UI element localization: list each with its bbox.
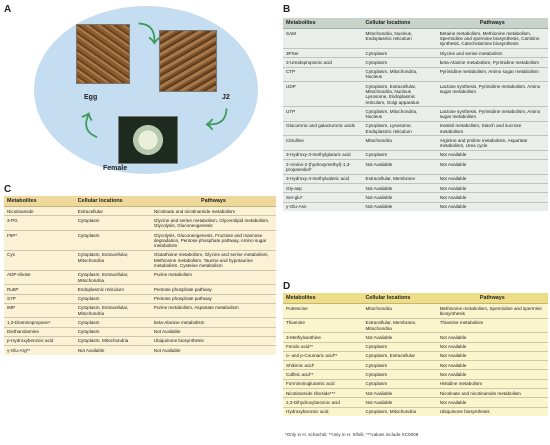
location-cell: Cytoplasm, Lysosome, Endoplasmic reticulum (363, 121, 437, 136)
header-locations: Cellular locations (363, 18, 437, 29)
female-label: Female (103, 165, 128, 172)
metabolite-cell: Hydroxybenzoic acid (283, 407, 363, 416)
location-cell: Cytoplasm (75, 318, 151, 327)
table-row (4, 231, 276, 251)
pathway-cell: Methionine metabolism, Spermidine and spermine biosynthesis (437, 304, 548, 319)
table-row (4, 207, 276, 216)
female-image (118, 116, 178, 164)
table-row (283, 121, 548, 136)
table-row (283, 351, 548, 360)
pathway-cell: Not Available (437, 184, 548, 193)
location-cell: Not Available (363, 389, 437, 398)
header-pathways: Pathways (151, 196, 276, 207)
table-row (283, 107, 548, 122)
metabolite-cell: 1,3-Diaminopropane* (4, 318, 75, 327)
metabolite-cell: CTP (283, 67, 363, 82)
table-row (283, 67, 548, 82)
metabolite-cell: Nicotinamide riboside*** (283, 389, 363, 398)
pathway-cell: Glycine and serine metabolism, Glycerolipid metabolism, Glycolysis, Gluconeogenesis (151, 216, 276, 231)
location-cell: Extracellular, Membrane (363, 174, 437, 183)
location-cell: Cytoplasm (75, 294, 151, 303)
pathway-cell: Not Available (437, 174, 548, 183)
location-cell: Cytoplasm (75, 216, 151, 231)
metabolite-cell: o- and p-Coumaric acid** (283, 351, 363, 360)
pathway-cell: Histidine metabolism (437, 379, 548, 388)
pathway-cell: Lactose synthesis, Pyrimidine metabolism, Amino sugar metabolism (437, 82, 548, 107)
table-row (4, 346, 276, 355)
location-cell: Not Available (363, 184, 437, 193)
lifecycle-panel (0, 0, 280, 180)
pathway-cell: Not Available (437, 342, 548, 351)
location-cell: Extracellular, Membrane, Mitochondria (363, 318, 437, 333)
table-row (283, 379, 548, 388)
table-row (283, 58, 548, 67)
pathway-cell: Glutathione metabolism, Glycine and serine metabolism, Methionine metabolism, Taurine and hypotaurine metabolism, Cysteine metabolism (151, 250, 276, 270)
location-cell: Cytoplasm (363, 150, 437, 159)
header-metabolites: Metabolites (283, 18, 363, 29)
metabolite-cell: Diethanolamine (4, 327, 75, 336)
pathway-cell: Nicotinate and nicotinamide metabolism (437, 389, 548, 398)
metabolite-cell: Formiminoglutamic acid (283, 379, 363, 388)
table-row (4, 318, 276, 327)
metabolite-cell: SAM (283, 29, 363, 49)
header-locations: Cellular locations (75, 196, 151, 207)
metabolite-cell: p-Hydroxybenzoic acid (4, 336, 75, 345)
header-metabolites: Metabolites (283, 293, 363, 304)
location-cell: Extracellular (75, 207, 151, 216)
metabolite-cell: UDP (283, 82, 363, 107)
panel-label-d: D (283, 281, 291, 292)
metabolite-cell: IMP (4, 303, 75, 318)
location-cell: Cytoplasm (363, 49, 437, 58)
metabolite-cell: 2,3-Dihydroxybenzoic acid (283, 398, 363, 407)
table-row (283, 29, 548, 49)
egg-image (76, 24, 130, 84)
pathway-cell: Nicotinate and nicotinamide metabolism (151, 207, 276, 216)
location-cell: Endoplasmic reticulum (75, 285, 151, 294)
pathway-cell: Thiamine metabolism (437, 318, 548, 333)
pathway-cell: Glycolysis, Gluconeogenesis, Fructose and mannose degradation, Pentose phosphate pathway, Amino sugar metabolism (151, 231, 276, 251)
table-row (283, 333, 548, 342)
table-row (4, 294, 276, 303)
location-cell: Cytoplasm, Extracellular, Mitochondria, Nucleus Lysosome, Endoplasmic reticulum, Golgi apparatus (363, 82, 437, 107)
footnote: *Only in H. schachtii; **only in H. trifolii; ***values include XC0009 (285, 432, 419, 437)
table-row (283, 361, 548, 370)
metabolite-cell: 3-Hydroxy-3-methylglutaric acid (283, 150, 363, 159)
pathway-cell: Not Available (437, 193, 548, 202)
metabolite-cell: Ru5P (4, 285, 75, 294)
table-d (283, 293, 548, 416)
metabolite-cell: S7P (4, 294, 75, 303)
table-row (283, 174, 548, 183)
metabolite-cell: Ferulic acid** (283, 342, 363, 351)
pathway-cell: Ubiquinone biosynthesis (437, 407, 548, 416)
pathway-cell: Lactose synthesis, Pyrimidine metabolism, Amino sugar metabolism (437, 107, 548, 122)
location-cell: Cytoplasm (363, 370, 437, 379)
location-cell: Cytoplasm, Extracellular (363, 351, 437, 360)
pathway-cell: Betaine metabolism, Methionine metabolism, Spermidine and spermine biosynthesis, Carnitine synthesis, Catecholamine biosynthesis (437, 29, 548, 49)
table-row (283, 342, 548, 351)
table-row (283, 202, 548, 211)
panel-label-a: A (4, 4, 12, 15)
metabolite-cell: γ-Glu-Arg** (4, 346, 75, 355)
metabolite-cell: 3-Hydroxy-4-methylvaleric acid (283, 174, 363, 183)
pathway-cell: Purine metabolism (151, 270, 276, 285)
metabolite-cell: F6P* (4, 231, 75, 251)
pathway-cell: Not Available (437, 160, 548, 175)
table-row (283, 193, 548, 202)
pathway-cell: Not Available (437, 150, 548, 159)
metabolite-cell: 3PSer (283, 49, 363, 58)
table-row (283, 398, 548, 407)
pathway-cell: Glycine and serine metabolism (437, 49, 548, 58)
location-cell: Cytoplasm, Mitochondria (363, 407, 437, 416)
table-row (283, 82, 548, 107)
location-cell: Cytoplasm, Extracellular, Mitochondria (75, 250, 151, 270)
panel-label-b: B (283, 4, 291, 15)
location-cell: Cytoplasm (75, 231, 151, 251)
table-row (283, 389, 548, 398)
table-row (4, 327, 276, 336)
metabolite-cell: Cys (4, 250, 75, 270)
location-cell: Cytoplasm, Mitochondria, Nucleus (363, 107, 437, 122)
pathway-cell: Pentose phosphate pathway (151, 294, 276, 303)
table-row (283, 160, 548, 175)
pathway-cell: beta-Alanine metabolism (151, 318, 276, 327)
metabolite-cell: 3-Ureidopropionic acid (283, 58, 363, 67)
location-cell: Mitochondria (363, 304, 437, 319)
metabolite-cell: Gly-asp (283, 184, 363, 193)
pathway-cell: Inositol metabolism, Starch and sucrose metabolism (437, 121, 548, 136)
pathway-cell: Not Available (437, 398, 548, 407)
metabolite-cell: UTP (283, 107, 363, 122)
location-cell: Cytoplasm (363, 379, 437, 388)
arrow-down-icon: ⤵ (203, 107, 229, 131)
pathway-cell: Not Available (437, 333, 548, 342)
location-cell: Cytoplasm, Extracellular, Mitochondria (75, 303, 151, 318)
j2-label: J2 (222, 94, 230, 101)
table-row (283, 318, 548, 333)
pathway-cell: Ubiquinone biosynthesis (151, 336, 276, 345)
header-pathways: Pathways (437, 293, 548, 304)
pathway-cell: Pyrimidine metabolism, Amino sugar metabolism (437, 67, 548, 82)
metabolite-cell: γ-Glu-Asn (283, 202, 363, 211)
location-cell: Not Available (363, 333, 437, 342)
pathway-cell: Not Available (437, 361, 548, 370)
location-cell: Cytoplasm (363, 361, 437, 370)
table-row (4, 250, 276, 270)
metabolite-cell: Thiamine (283, 318, 363, 333)
location-cell: Not Available (363, 193, 437, 202)
location-cell: Not Available (363, 398, 437, 407)
panel-label-c: C (4, 184, 12, 195)
pathway-cell: beta-Alanine metabolism, Pyrimidine metabolism (437, 58, 548, 67)
header-pathways: Pathways (437, 18, 548, 29)
metabolite-cell: Putrescine (283, 304, 363, 319)
location-cell: Cytoplasm (363, 58, 437, 67)
table-row (4, 216, 276, 231)
pathway-cell: Purine metabolism, Aspartate metabolism (151, 303, 276, 318)
table-row (283, 136, 548, 151)
table-row (4, 303, 276, 318)
header-locations: Cellular locations (363, 293, 437, 304)
pathway-cell: Not Available (437, 202, 548, 211)
metabolite-cell: Citrulline (283, 136, 363, 151)
location-cell: Mitochondria, Nucleus, Endoplasmic reticulum (363, 29, 437, 49)
table-c (4, 196, 276, 355)
pathway-cell: Not Available (437, 351, 548, 360)
location-cell: Not Available (363, 202, 437, 211)
j2-image (159, 30, 217, 92)
header-metabolites: Metabolites (4, 196, 75, 207)
table-b (283, 18, 548, 211)
location-cell: Not Available (75, 346, 151, 355)
metabolite-cell: Nicotinamide (4, 207, 75, 216)
table-row (283, 304, 548, 319)
location-cell: Mitochondria (363, 136, 437, 151)
metabolite-cell: Glucuronic and galacturonic acids (283, 121, 363, 136)
location-cell: Cytoplasm (75, 327, 151, 336)
egg-label: Egg (84, 94, 98, 101)
pathway-cell: Not Available (151, 327, 276, 336)
table-row (283, 370, 548, 379)
metabolite-cell: Ser-glu* (283, 193, 363, 202)
table-row (4, 336, 276, 345)
metabolite-cell: 3-Methylxanthine (283, 333, 363, 342)
table-row (283, 49, 548, 58)
table-row (4, 270, 276, 285)
arrow-right-icon: ⤵ (138, 22, 161, 47)
metabolite-cell: 2-Amino-2-(hydroxymethyl)-1,3-propanediol* (283, 160, 363, 175)
metabolite-cell: Caffeic acid** (283, 370, 363, 379)
table-row (4, 285, 276, 294)
pathway-cell: Arginine and proline metabolism, Aspartate metabolism, Urea cycle (437, 136, 548, 151)
pathway-cell: Pentose phosphate pathway (151, 285, 276, 294)
location-cell: Cytoplasm, Extracellular, Mitochondria (75, 270, 151, 285)
pathway-cell: Not Available (151, 346, 276, 355)
metabolite-cell: Shikimic acid* (283, 361, 363, 370)
location-cell: Cytoplasm (363, 342, 437, 351)
location-cell: Not Available (363, 160, 437, 175)
metabolite-cell: 3-PG (4, 216, 75, 231)
location-cell: Cytoplasm, Mitochondria (75, 336, 151, 345)
table-row (283, 407, 548, 416)
pathway-cell: Not Available (437, 370, 548, 379)
metabolite-cell: ADP-ribose (4, 270, 75, 285)
table-row (283, 184, 548, 193)
location-cell: Cytoplasm, Mitochondria, Nucleus (363, 67, 437, 82)
arrow-up-icon: ⤵ (76, 107, 106, 139)
table-row (283, 150, 548, 159)
